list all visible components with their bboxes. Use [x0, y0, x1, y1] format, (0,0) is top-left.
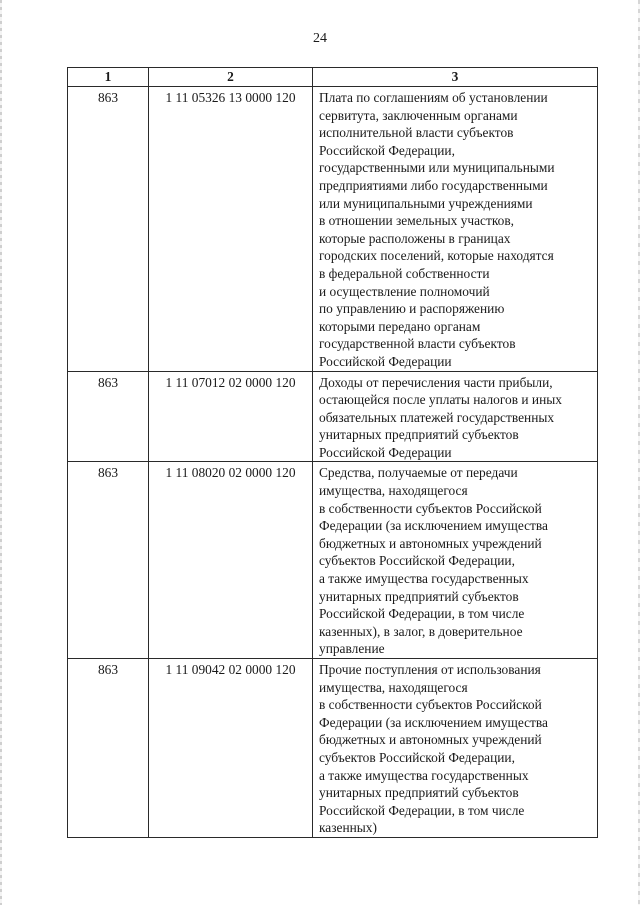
table-row	[68, 659, 598, 838]
page-number: 24	[313, 31, 327, 46]
description-line: Плата по соглашениям об установлении	[319, 90, 548, 105]
description-line: казенных)	[319, 820, 377, 836]
description-line: предприятиями либо государственными	[319, 177, 548, 193]
admin-code-cell: 863	[68, 462, 149, 659]
description-line: унитарных предприятий субъектов	[319, 785, 519, 801]
description-line: Доходы от перечисления части прибыли,	[319, 374, 553, 390]
revenue-description-cell	[313, 462, 598, 659]
description-line: субъектов Российской Федерации,	[319, 749, 515, 765]
revenue-codes-table	[67, 67, 598, 838]
description-line: казенных), в залог, в доверительное	[319, 623, 523, 639]
description-line: Российской Федерации	[319, 353, 452, 369]
scan-edge-left	[0, 0, 2, 905]
description-line: в собственности субъектов Российской	[319, 500, 542, 516]
column-header-3: 3	[313, 68, 598, 87]
revenue-description-cell	[313, 659, 598, 838]
table-body	[68, 87, 598, 838]
description-line: Прочие поступления от использования	[319, 662, 541, 677]
description-line: государственной власти субъектов	[319, 336, 516, 352]
description-line: Российской Федерации	[319, 444, 452, 460]
description-line: управление	[319, 641, 385, 657]
table-row	[68, 87, 598, 372]
description-line: унитарных предприятий субъектов	[319, 588, 519, 604]
column-header-1: 1	[68, 68, 149, 87]
description-line: сервитута, заключенным органами	[319, 107, 518, 123]
description-line: государственными или муниципальными	[319, 160, 555, 176]
description-line: а также имущества государственных	[319, 767, 529, 783]
description-line: Федерации (за исключением имущества	[319, 714, 549, 730]
admin-code-cell: 863	[68, 87, 149, 372]
table-row	[68, 462, 598, 659]
description-line: Российской Федерации, в том числе	[319, 606, 525, 622]
budget-classification-code-cell: 1 11 05326 13 0000 120	[149, 87, 313, 372]
description-line: или муниципальными учреждениями	[319, 195, 533, 211]
description-line: Российской Федерации,	[319, 142, 455, 158]
revenue-description-cell	[313, 371, 598, 462]
admin-code-cell: 863	[68, 371, 149, 462]
description-line: которые расположены в границах	[319, 230, 511, 246]
description-line: которыми передано органам	[319, 318, 481, 334]
description-line: Федерации (за исключением имущества	[319, 518, 549, 534]
budget-classification-code-cell: 1 11 09042 02 0000 120	[149, 659, 313, 838]
description-line: в отношении земельных участков,	[319, 213, 515, 229]
column-header-2: 2	[149, 68, 313, 87]
description-line: Средства, получаемые от передачи	[319, 465, 518, 481]
admin-code-cell: 863	[68, 659, 149, 838]
description-line: имущества, находящегося	[319, 483, 468, 499]
description-line: бюджетных и автономных учреждений	[319, 732, 542, 748]
description-line: исполнительной власти субъектов	[319, 125, 514, 141]
description-line: обязательных платежей государственных	[319, 409, 555, 425]
description-line: а также имущества государственных	[319, 571, 529, 587]
description-line: Российской Федерации, в том числе	[319, 802, 525, 818]
description-line: остающейся после уплаты налогов и иных	[319, 392, 562, 408]
description-line: имущества, находящегося	[319, 679, 468, 695]
description-line: в собственности субъектов Российской	[319, 697, 542, 713]
budget-classification-code-cell: 1 11 08020 02 0000 120	[149, 462, 313, 659]
description-line: унитарных предприятий субъектов	[319, 427, 519, 443]
description-line: и осуществление полномочий	[319, 283, 490, 299]
table-header-row	[68, 68, 598, 87]
budget-classification-code-cell: 1 11 07012 02 0000 120	[149, 371, 313, 462]
revenue-description-cell	[313, 87, 598, 372]
description-line: бюджетных и автономных учреждений	[319, 535, 542, 551]
description-line: субъектов Российской Федерации,	[319, 553, 515, 569]
description-line: в федеральной собственности	[319, 265, 490, 281]
table-row	[68, 371, 598, 462]
description-line: по управлению и распоряжению	[319, 301, 505, 317]
description-line: городских поселений, которые находятся	[319, 248, 554, 264]
